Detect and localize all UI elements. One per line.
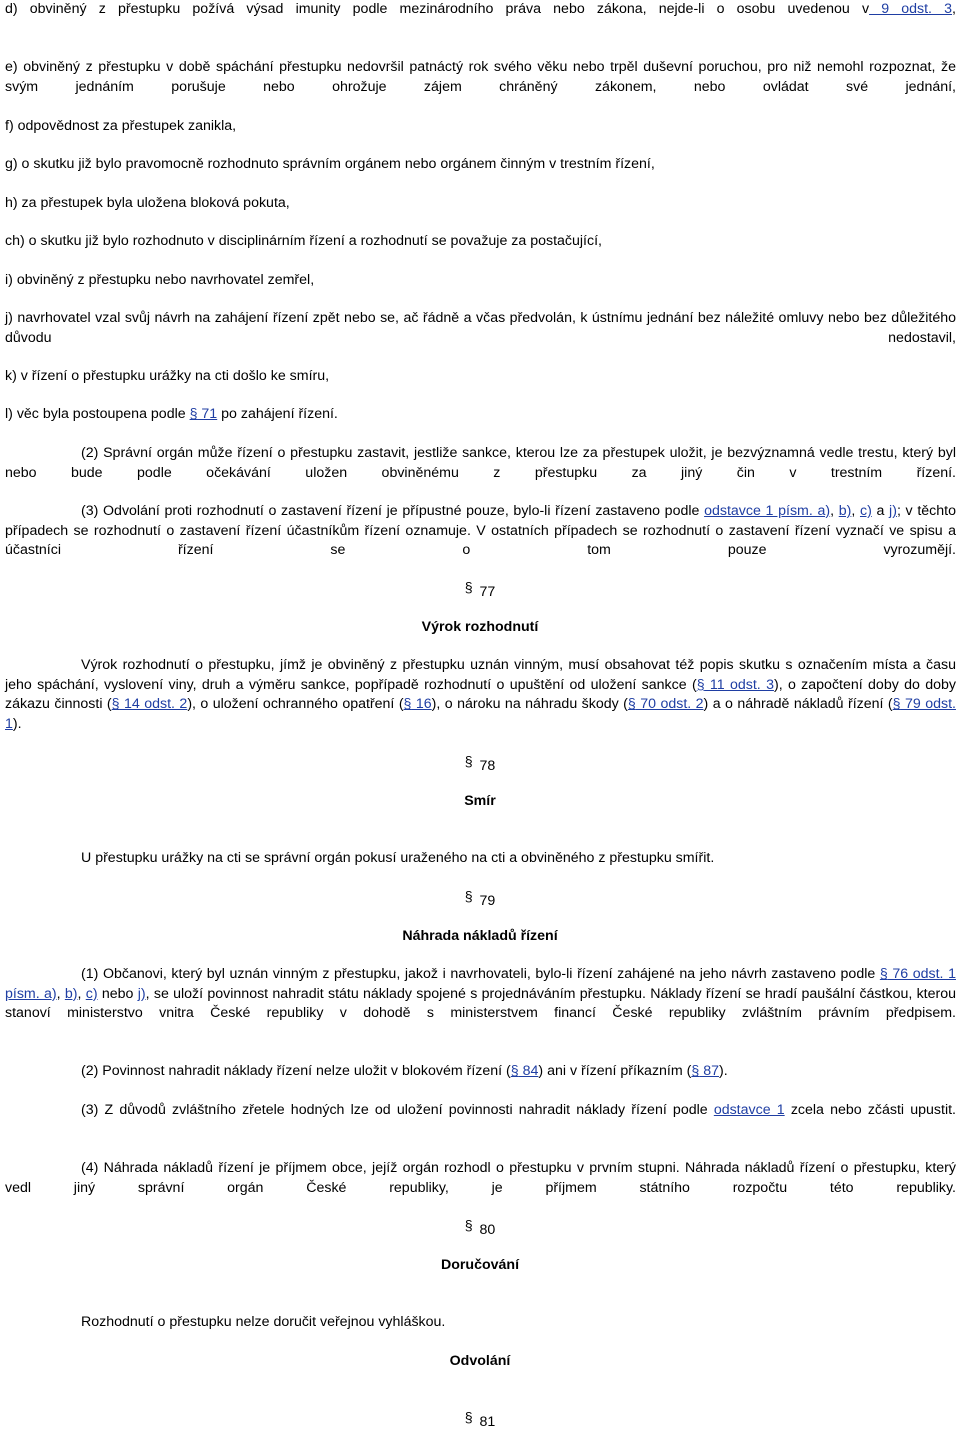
paragraph-76-2: (2) Správní orgán může řízení o přestupku zastavit, jestliže sankce, kterou lze za přestupek uložit, je bezvýznamná vedle trestu, který byl nebo bude podle očekávání uložen obviněnému z přestupku za jiný čin v trestním řízení.	[5, 445, 956, 481]
link-b-79[interactable]: b)	[64, 985, 78, 1002]
section-78-text: U přestupku urážky na cti se správní orgán pokusí uraženého na cti a obviněného z přestupku smířit.	[81, 850, 715, 866]
section-78-number: § 78	[464, 754, 496, 774]
item-d: d) obviněný z přestupku požívá výsad imunity podle mezinárodního práva nebo zákona, nejde-li o osobu uvedenou v 9 odst. 3,	[5, 1, 956, 17]
link-c[interactable]: c)	[859, 503, 872, 519]
paragraph-76-3: (3) Odvolání proti rozhodnutí o zastavení řízení je přípustné pouze, bylo-li řízení zastaveno podle odstavce 1 písm. a), b), c) a j); v těchto případech se rozhodnutí o zastavení řízení účastníkům řízení oznamuje. V ostatních případech se rozhodnutí o zastavení řízení vyznačí ve spisu a účastníci řízení se o tom pouze vyrozumějí.	[5, 503, 956, 558]
item-i: i) obviněný z přestupku nebo navrhovatel zemřel,	[5, 272, 315, 288]
link-70-odst-2[interactable]: § 70 odst. 2	[627, 696, 704, 712]
section-79-paragraph-4: (4) Náhrada nákladů řízení je příjmem obce, jejíž orgán rozhodl o přestupku v prvním stupni. Náhrada nákladů řízení o přestupku, který vedl jiný správní orgán České republiky, je příjmem státního rozpočtu této republiky.	[5, 1160, 956, 1196]
link-b[interactable]: b)	[838, 503, 852, 519]
item-f: f) odpovědnost za přestupek zanikla,	[5, 118, 237, 134]
link-11-odst-3[interactable]: § 11 odst. 3	[696, 676, 774, 693]
section-77-title: Výrok rozhodnutí	[421, 619, 539, 635]
link-71[interactable]: § 71	[189, 406, 218, 422]
link-14-odst-2[interactable]: § 14 odst. 2	[111, 696, 188, 712]
item-k: k) v řízení o přestupku urážky na cti došlo ke smíru,	[5, 368, 330, 384]
heading-odvolani: Odvolání	[449, 1353, 511, 1369]
section-78-title: Smír	[464, 793, 496, 809]
section-77-number: § 77	[464, 580, 496, 600]
link-16[interactable]: § 16	[403, 696, 432, 712]
link-76-odst-1-pism-a[interactable]: § 76 odst. 1 písm. a)	[5, 966, 956, 1002]
link-odstavce-1-pism-a[interactable]: odstavce 1 písm. a)	[704, 503, 831, 519]
section-79-title: Náhrada nákladů řízení	[402, 928, 558, 944]
link-j-79[interactable]: j)	[137, 985, 146, 1002]
link-c-79[interactable]: c)	[85, 985, 98, 1002]
link-9-odst-3[interactable]: 9 odst. 3	[869, 1, 953, 17]
section-77-text: Výrok rozhodnutí o přestupku, jímž je obviněný z přestupku uznán vinným, musí obsahovat též popis skutku s označením místa a času jeho spáchání, vyslovení viny, druh a výměru sankce, popřípadě rozhodnutí o upuštění od uložení sankce (§ 11 odst. 3), o započtení doby do doby zákazu činnosti (§ 14 odst. 2), o uložení ochranného opatření (§ 16), o nároku na náhradu škody (§ 70 odst. 2) a o náhradě nákladů řízení (§ 79 odst. 1).	[5, 657, 957, 732]
section-sign-icon: §	[189, 406, 198, 422]
section-81-number: § 81	[464, 1410, 496, 1430]
section-sign-icon: §	[464, 1410, 473, 1426]
section-sign-icon: §	[464, 889, 473, 905]
item-d-text: d) obviněný z přestupku požívá výsad imunity podle mezinárodního práva nebo zákona, nejde-li o osobu uvedenou v	[5, 1, 870, 17]
section-sign-icon: §	[464, 580, 473, 596]
item-j: j) navrhovatel vzal svůj návrh na zahájení řízení zpět nebo se, ač řádně a včas předvolán, k ústnímu jednání bez náležité omluvy nebo bez důležitého důvodu nedostavil,	[5, 310, 956, 346]
link-odstavce-1[interactable]: odstavce 1	[713, 1102, 785, 1118]
link-79-odst-1[interactable]: § 79 odst. 1	[5, 696, 956, 732]
link-j[interactable]: j)	[889, 503, 897, 519]
item-e: e) obviněný z přestupku v době spáchání přestupku nedovršil patnáctý rok svého věku nebo trpěl duševní poruchou, pro niž nemohl rozpoznat, že svým jednáním porušuje nebo ohrožuje zájem chráněný zákonem, nebo ovládat své jednání,	[5, 59, 956, 95]
link-84[interactable]: § 84	[510, 1063, 539, 1079]
item-l: l) věc byla postoupena podle § 71 po zahájení řízení.	[5, 406, 338, 422]
section-79-paragraph-1: (1) Občanovi, který byl uznán vinným z přestupku, jakož i navrhovateli, bylo-li řízení zahájené na jeho návrh zastaveno podle § 76 odst. 1 písm. a), b), c) nebo j), se uloží povinnost nahradit státu náklady spojené s projednáváním přestupku. Náklady řízení se hradí paušální částkou, kterou stanoví ministerstvo vnitra České republiky v dohodě s ministerstvem financí České republiky zvláštním právním předpisem.	[5, 966, 957, 1021]
section-80-text: Rozhodnutí o přestupku nelze doručit veřejnou vyhláškou.	[81, 1314, 446, 1330]
item-ch: ch) o skutku již bylo rozhodnuto v disciplinárním řízení a rozhodnutí se považuje za postačující,	[5, 233, 602, 249]
section-79-paragraph-3: (3) Z důvodů zvláštního zřetele hodných lze od uložení povinnosti nahradit náklady řízení podle odstavce 1 zcela nebo zčásti upustit.	[81, 1102, 956, 1118]
section-80-number: § 80	[464, 1218, 496, 1238]
section-sign-icon: §	[464, 754, 473, 770]
section-79-paragraph-2: (2) Povinnost nahradit náklady řízení nelze uložit v blokovém řízení (§ 84) ani v řízení příkazním (§ 87).	[81, 1063, 728, 1079]
section-80-title: Doručování	[440, 1257, 520, 1273]
item-g: g) o skutku již bylo pravomocně rozhodnuto správním orgánem nebo orgánem činným v trestním řízení,	[5, 156, 655, 172]
section-79-number: § 79	[464, 889, 496, 909]
link-87[interactable]: § 87	[691, 1063, 719, 1079]
section-sign-icon: §	[464, 1218, 473, 1234]
item-h: h) za přestupek byla uložena bloková pokuta,	[5, 195, 290, 211]
